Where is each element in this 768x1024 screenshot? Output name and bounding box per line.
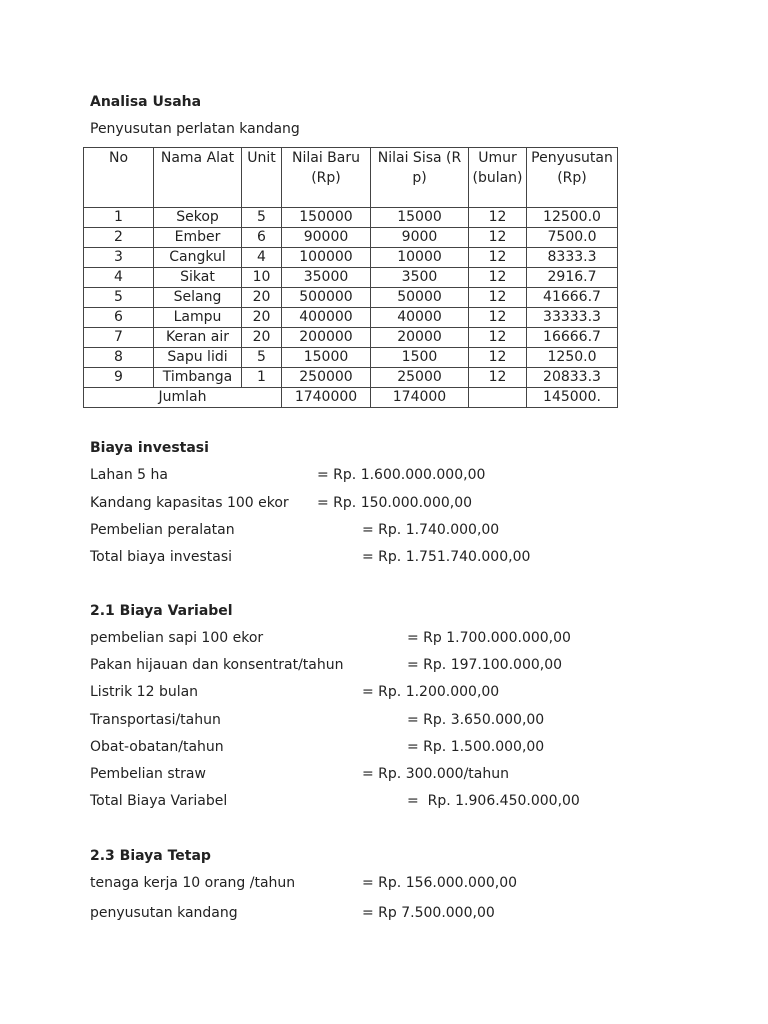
- cell: 150000: [282, 208, 371, 228]
- header-nama-alat: Nama Alat: [154, 148, 242, 208]
- cell: 6: [242, 228, 282, 248]
- cell: 9: [84, 368, 154, 388]
- cell: 100000: [282, 248, 371, 268]
- cell: 15000: [282, 348, 371, 368]
- variabel-label: Pembelian straw: [90, 766, 206, 782]
- investasi-value: = Rp. 150.000.000,00: [317, 495, 473, 511]
- header-nilai-sisa: Nilai Sisa (Rp): [371, 148, 469, 208]
- cell: 90000: [282, 228, 371, 248]
- variabel-value: = Rp. 1.200.000,00: [362, 684, 500, 700]
- cell: 4: [242, 248, 282, 268]
- variabel-value: = Rp. 3.650.000,00: [407, 712, 545, 728]
- cell: 12: [469, 288, 527, 308]
- cell: Ember: [154, 228, 242, 248]
- cell: Sapu lidi: [154, 348, 242, 368]
- cell: 12: [469, 348, 527, 368]
- variabel-label: Obat-obatan/tahun: [90, 739, 224, 755]
- cell: 4: [84, 268, 154, 288]
- variabel-value: = Rp. 1.500.000,00: [407, 739, 545, 755]
- table-row: [84, 248, 618, 268]
- total-nilai-sisa: 174000: [371, 388, 469, 408]
- table-row: [84, 288, 618, 308]
- cell: Timbanga: [154, 368, 242, 388]
- cell: 1: [84, 208, 154, 228]
- variabel-label: pembelian sapi 100 ekor: [90, 630, 264, 646]
- cell: 8: [84, 348, 154, 368]
- investasi-value: = Rp. 1.740.000,00: [362, 522, 500, 538]
- depreciation-table: [83, 147, 618, 408]
- header-nilai-baru: Nilai Baru (Rp): [282, 148, 371, 208]
- investasi-label: Kandang kapasitas 100 ekor: [90, 495, 289, 511]
- cell: 16666.7: [527, 328, 618, 348]
- cell: Selang: [154, 288, 242, 308]
- table-row: [84, 348, 618, 368]
- variabel-label: Pakan hijauan dan konsentrat/tahun: [90, 657, 344, 673]
- cell: 20000: [371, 328, 469, 348]
- cell: 5: [84, 288, 154, 308]
- tetap-heading: 2.3 Biaya Tetap: [90, 848, 211, 864]
- cell: 1500: [371, 348, 469, 368]
- cell: 20: [242, 288, 282, 308]
- cell: 8333.3: [527, 248, 618, 268]
- table-header-row: [84, 148, 618, 208]
- cell: 50000: [371, 288, 469, 308]
- cell: 200000: [282, 328, 371, 348]
- cell: 12: [469, 228, 527, 248]
- table-row: [84, 368, 618, 388]
- cell: 250000: [282, 368, 371, 388]
- cell: 12: [469, 248, 527, 268]
- variabel-value: = Rp 1.700.000.000,00: [407, 630, 571, 646]
- cell: 12: [469, 208, 527, 228]
- cell: 12: [469, 308, 527, 328]
- tetap-value: = Rp. 156.000.000,00: [362, 875, 518, 891]
- cell: 7: [84, 328, 154, 348]
- cell: 12: [469, 328, 527, 348]
- page-title: Analisa Usaha: [90, 94, 202, 110]
- cell: 10000: [371, 248, 469, 268]
- total-label: Jumlah: [84, 388, 282, 408]
- tetap-label: tenaga kerja 10 orang /tahun: [90, 875, 296, 891]
- tetap-value: = Rp 7.500.000,00: [362, 905, 495, 921]
- cell: 9000: [371, 228, 469, 248]
- cell: 20: [242, 308, 282, 328]
- investasi-value: = Rp. 1.600.000.000,00: [317, 467, 486, 483]
- cell: 35000: [282, 268, 371, 288]
- cell: 5: [242, 348, 282, 368]
- cell: 2916.7: [527, 268, 618, 288]
- table-row: [84, 208, 618, 228]
- cell: 20: [242, 328, 282, 348]
- cell: 2: [84, 228, 154, 248]
- total-umur-empty: [469, 388, 527, 408]
- variabel-total-label: Total Biaya Variabel: [90, 793, 228, 809]
- investasi-heading: Biaya investasi: [90, 440, 209, 456]
- cell: 7500.0: [527, 228, 618, 248]
- investasi-total-label: Total biaya investasi: [90, 549, 233, 565]
- variabel-label: Listrik 12 bulan: [90, 684, 199, 700]
- cell: 20833.3: [527, 368, 618, 388]
- tetap-label: penyusutan kandang: [90, 905, 238, 921]
- table-row: [84, 308, 618, 328]
- cell: Sekop: [154, 208, 242, 228]
- table-row: [84, 268, 618, 288]
- table-row: [84, 328, 618, 348]
- investasi-total-value: = Rp. 1.751.740.000,00: [362, 549, 531, 565]
- header-umur: Umur (bulan): [469, 148, 527, 208]
- cell: 500000: [282, 288, 371, 308]
- cell: 33333.3: [527, 308, 618, 328]
- cell: 1: [242, 368, 282, 388]
- cell: 6: [84, 308, 154, 328]
- header-penyusutan: Penyusutan (Rp): [527, 148, 618, 208]
- investasi-label: Pembelian peralatan: [90, 522, 235, 538]
- table-caption: Penyusutan perlatan kandang: [90, 121, 300, 137]
- cell: Keran air: [154, 328, 242, 348]
- header-unit: Unit: [242, 148, 282, 208]
- investasi-label: Lahan 5 ha: [90, 467, 168, 483]
- cell: Cangkul: [154, 248, 242, 268]
- cell: 41666.7: [527, 288, 618, 308]
- cell: 12500.0: [527, 208, 618, 228]
- variabel-value: = Rp. 300.000/tahun: [362, 766, 509, 782]
- variabel-heading: 2.1 Biaya Variabel: [90, 603, 233, 619]
- cell: 1250.0: [527, 348, 618, 368]
- variabel-label: Transportasi/tahun: [90, 712, 221, 728]
- cell: Sikat: [154, 268, 242, 288]
- cell: 3: [84, 248, 154, 268]
- cell: 25000: [371, 368, 469, 388]
- variabel-value: = Rp. 197.100.000,00: [407, 657, 563, 673]
- total-nilai-baru: 1740000: [282, 388, 371, 408]
- header-no: No: [84, 148, 154, 208]
- variabel-total-value: = Rp. 1.906.450.000,00: [407, 793, 580, 809]
- cell: 12: [469, 268, 527, 288]
- cell: 40000: [371, 308, 469, 328]
- cell: 5: [242, 208, 282, 228]
- total-penyusutan: 145000.: [527, 388, 618, 408]
- cell: 400000: [282, 308, 371, 328]
- cell: 15000: [371, 208, 469, 228]
- cell: 10: [242, 268, 282, 288]
- table-total-row: [84, 388, 618, 408]
- table-row: [84, 228, 618, 248]
- cell: 3500: [371, 268, 469, 288]
- cell: Lampu: [154, 308, 242, 328]
- cell: 12: [469, 368, 527, 388]
